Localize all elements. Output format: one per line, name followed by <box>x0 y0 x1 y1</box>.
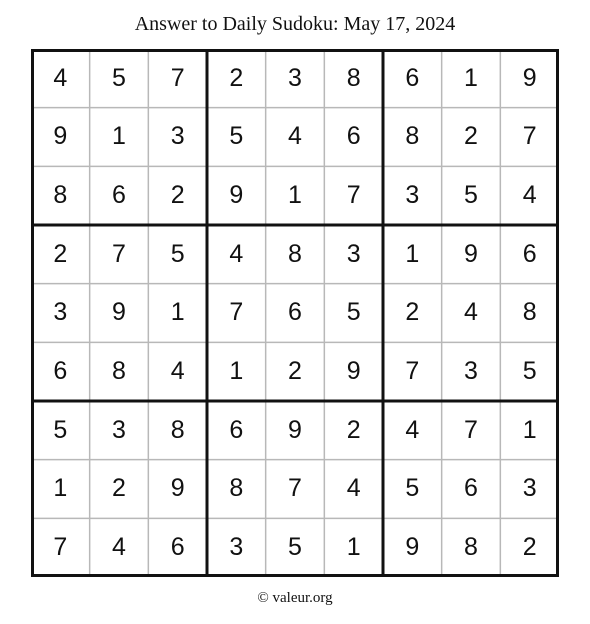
sudoku-cell-r8c4: 8 <box>229 474 244 503</box>
sudoku-cell-r9c1: 7 <box>53 533 68 562</box>
sudoku-cell-r4c5: 8 <box>288 239 302 268</box>
sudoku-cell-r1c4: 2 <box>229 63 244 92</box>
sudoku-cell-r9c9: 2 <box>522 533 537 562</box>
sudoku-cell-r6c3: 4 <box>170 357 185 386</box>
sudoku-cell-r5c5: 6 <box>288 298 302 327</box>
sudoku-cell-r1c2: 5 <box>112 63 126 92</box>
sudoku-cell-r3c7: 3 <box>405 181 420 210</box>
sudoku-cell-r3c6: 7 <box>346 181 361 210</box>
sudoku-cell-r2c1: 9 <box>53 122 68 151</box>
sudoku-cell-r6c7: 7 <box>405 357 420 386</box>
sudoku-cell-r2c7: 8 <box>405 122 420 151</box>
sudoku-cell-r5c9: 8 <box>522 298 537 327</box>
sudoku-cell-r1c7: 6 <box>405 63 420 92</box>
sudoku-cell-r8c2: 2 <box>112 474 126 503</box>
sudoku-cell-r2c9: 7 <box>522 122 537 151</box>
sudoku-cell-r1c8: 1 <box>464 63 478 92</box>
sudoku-cell-r5c7: 2 <box>405 298 420 327</box>
sudoku-cell-r7c9: 1 <box>522 415 537 444</box>
sudoku-cell-r4c1: 2 <box>53 239 68 268</box>
sudoku-cell-r7c6: 2 <box>346 415 361 444</box>
sudoku-cell-r4c2: 7 <box>112 239 126 268</box>
sudoku-cell-r2c8: 2 <box>464 122 478 151</box>
sudoku-cell-r7c2: 3 <box>112 415 126 444</box>
sudoku-cell-r5c8: 4 <box>464 298 478 327</box>
sudoku-cell-r7c1: 5 <box>53 415 68 444</box>
sudoku-cell-r2c2: 1 <box>112 122 126 151</box>
sudoku-cell-r1c9: 9 <box>522 63 537 92</box>
sudoku-cell-r6c6: 9 <box>346 357 361 386</box>
sudoku-cell-r9c7: 9 <box>405 533 420 562</box>
sudoku-cell-r9c8: 8 <box>464 533 478 562</box>
sudoku-cell-r8c5: 7 <box>288 474 302 503</box>
sudoku-cell-r7c3: 8 <box>170 415 185 444</box>
sudoku-cell-r1c6: 8 <box>346 63 361 92</box>
sudoku-cell-r2c5: 4 <box>288 122 302 151</box>
sudoku-cell-r3c1: 8 <box>53 181 68 210</box>
sudoku-cell-r2c6: 6 <box>346 122 361 151</box>
sudoku-cell-r7c4: 6 <box>229 415 244 444</box>
sudoku-cell-r5c3: 1 <box>170 298 185 327</box>
sudoku-cell-r3c9: 4 <box>522 181 537 210</box>
sudoku-cell-r8c8: 6 <box>464 474 478 503</box>
sudoku-board <box>31 49 559 577</box>
sudoku-cell-r6c8: 3 <box>464 357 478 386</box>
sudoku-cell-r9c3: 6 <box>170 533 185 562</box>
page-title: Answer to Daily Sudoku: May 17, 2024 <box>134 13 456 35</box>
sudoku-cell-r9c4: 3 <box>229 533 244 562</box>
sudoku-cell-r9c2: 4 <box>112 533 126 562</box>
sudoku-cell-r8c3: 9 <box>170 474 185 503</box>
sudoku-cell-r4c4: 4 <box>229 239 244 268</box>
sudoku-cell-r4c3: 5 <box>170 239 185 268</box>
sudoku-cell-r7c5: 9 <box>288 415 302 444</box>
sudoku-cell-r4c9: 6 <box>522 239 537 268</box>
sudoku-cell-r6c9: 5 <box>522 357 537 386</box>
sudoku-cell-r4c7: 1 <box>405 239 420 268</box>
sudoku-cell-r1c3: 7 <box>170 63 185 92</box>
sudoku-cell-r2c4: 5 <box>229 122 244 151</box>
sudoku-cell-r6c1: 6 <box>53 357 68 386</box>
sudoku-cell-r7c7: 4 <box>405 415 420 444</box>
sudoku-cell-r3c8: 5 <box>464 181 478 210</box>
copyright-footer: © valeur.org <box>257 590 333 606</box>
sudoku-cell-r6c4: 1 <box>229 357 244 386</box>
sudoku-cell-r4c8: 9 <box>464 239 478 268</box>
sudoku-cell-r7c8: 7 <box>464 415 478 444</box>
sudoku-cell-r5c2: 9 <box>112 298 126 327</box>
sudoku-cell-r3c2: 6 <box>112 181 126 210</box>
sudoku-cell-r6c2: 8 <box>112 357 126 386</box>
sudoku-cell-r4c6: 3 <box>346 239 361 268</box>
sudoku-cell-r1c5: 3 <box>288 63 302 92</box>
sudoku-cell-r2c3: 3 <box>170 122 185 151</box>
sudoku-cell-r9c6: 1 <box>346 533 361 562</box>
sudoku-cell-r8c6: 4 <box>346 474 361 503</box>
sudoku-cell-r9c5: 5 <box>288 533 302 562</box>
sudoku-cell-r5c1: 3 <box>53 298 68 327</box>
sudoku-cell-r8c9: 3 <box>522 474 537 503</box>
sudoku-grid <box>31 49 559 577</box>
sudoku-cell-r5c4: 7 <box>229 298 244 327</box>
sudoku-cell-r5c6: 5 <box>346 298 361 327</box>
sudoku-cell-r3c4: 9 <box>229 181 244 210</box>
sudoku-cell-r3c3: 2 <box>170 181 185 210</box>
sudoku-cell-r8c7: 5 <box>405 474 420 503</box>
sudoku-cell-r3c5: 1 <box>288 181 302 210</box>
sudoku-cell-r1c1: 4 <box>53 63 68 92</box>
sudoku-cell-r6c5: 2 <box>288 357 302 386</box>
sudoku-cell-r8c1: 1 <box>53 474 68 503</box>
